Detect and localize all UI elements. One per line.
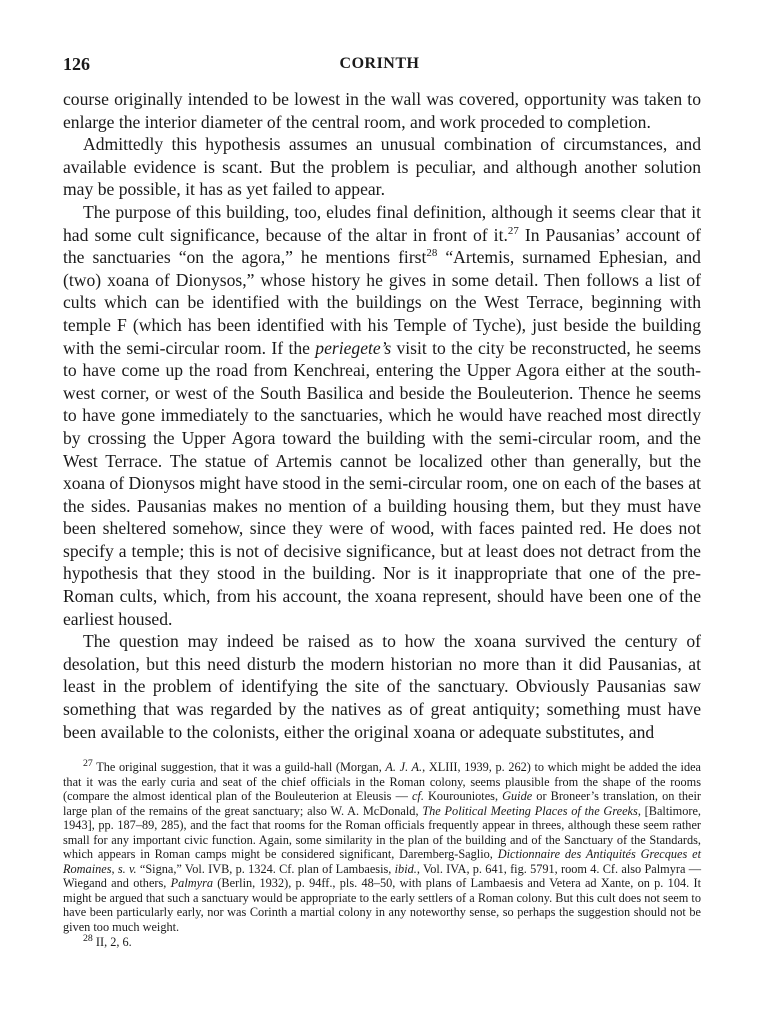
running-title: CORINTH — [339, 55, 420, 72]
footnote-27-italic: Guide — [502, 789, 533, 804]
footnote-27-italic: s. v. — [117, 861, 137, 876]
footnote-28-text: II, 2, 6. — [92, 934, 132, 949]
footnote-27-text: , [Baltimore, 1943], pp. 187–89, 285), and the fact that rooms for the Roman officials frequently appear in threes, although these seem rather small for any important civic function. Again, some similarity in the plan of the building and of the Sanctuary of the Standards, which appears in Roman camps might be considered significant, Daremberg-Saglio, — [63, 803, 702, 862]
footnote-ref-28: 28 — [426, 247, 438, 260]
footnote-27 — [63, 757, 702, 935]
main-text — [63, 88, 701, 743]
footnote-27-text: Kourouniotes, — [423, 789, 503, 804]
footnote-27-italic: cf. — [411, 789, 424, 804]
paragraph-1: course originally intended to be lowest in the wall was covered, opportunity was taken to enlarge the interior diameter of the central room, and work proceded to completion. — [63, 89, 701, 132]
footnote-28-marker: 28 — [83, 932, 93, 944]
paragraph-3-part-b: In Pausanias’ account of the sanctuaries “on the agora,” he mentions first — [63, 224, 701, 268]
paragraph-3 — [63, 201, 701, 630]
footnote-27-marker: 27 — [83, 757, 93, 769]
footnote-28 — [63, 932, 701, 950]
paragraph-2: Admittedly this hypothesis assumes an unusual combination of circumstances, and available evidence is scant. But the problem is peculiar, and although another solution may be possible, it has as yet failed to appear. — [63, 134, 701, 200]
footnote-27-text: “Signa,” Vol. IVB, p. 1324. Cf. plan of Lambaesis, — [136, 861, 395, 876]
paragraph-3-italic-periegete: periegete’s — [315, 337, 392, 358]
footnote-27-italic: Dictionnaire des Antiquités Grecques et Romaines — [63, 847, 701, 876]
footnote-27-text: , — [111, 861, 118, 876]
footnote-27-text: , Vol. IVA, p. 641, fig. 5791, room 4. Cf. also Palmyra — Wiegand and others, — [63, 861, 701, 891]
footnote-27-italic: A. J. A. — [385, 760, 423, 774]
footnote-27-italic: The Political Meeting Places of the Greeks — [422, 803, 638, 818]
footnote-27-text: (Berlin, 1932), p. 94ff., pls. 48–50, with plans of Lambaesis and Vetera ad Xante, on p. 104. It might be argued that such a sanctuary would be appropriate to the early settlers of a Roman colony. But this cult does not seem to have been particularly early, nor was Corinth a martial colony in any noteworthy sense, so perhaps the suggestion should not be given too much weight. — [63, 876, 701, 935]
paragraph-3-part-a: The purpose of this building, too, eludes final definition, although it seems clear that it had some cult significance, because of the altar in front of it. — [63, 201, 701, 245]
footnote-27-italic: ibid. — [394, 861, 417, 876]
footnotes — [63, 757, 702, 949]
footnote-ref-27: 27 — [507, 224, 519, 237]
page-number: 126 — [63, 54, 90, 74]
paragraph-4: The question may indeed be raised as to how the xoana survived the century of desolation, but this need disturb the modern historian no more than it did Pausanias, at least in the problem of identifying the site of the sanctuary. Obviously Pausanias saw something that was regarded by the natives as of great antiquity; something must have been available to the colonists, either the original xoana or adequate substitutes, and — [63, 631, 701, 742]
footnote-27-text: or Broneer’s translation, on their large plan of the remains of the great sanctuary; also W. A. McDonald, — [63, 789, 701, 818]
page-header — [63, 54, 696, 78]
paragraph-3-part-c: “Artemis, surnamed Ephesian, and (two) xoana of Dionysos,” whose history he gives in some detail. Then follows a list of cults which can be identified with the buildings on the West Terrace, beginning with temple F (which has been identified with his Temple of Tyche), just beside the building with the semi-circular room. If the — [63, 247, 701, 358]
footnote-27-text: The original suggestion, that it was a guild-hall (Morgan, — [92, 760, 386, 774]
paragraph-3-part-e: visit to the city be reconstructed, he seems to have come up the road from Kenchreai, entering the Upper Agora either at the south-west corner, or west of the South Basilica and beside the Bouleuterion. Thence he seems to have gone immediately to the sanctuaries, which he would have reached most directly by crossing the Upper Agora toward the building with the semi-circular room, and the West Terrace. The statue of Artemis cannot be localized other than generally, but the xoana of Dionysos might have stood in the semi-circular room, one on each of the bases at the sides. Pausanias makes no mention of a building housing them, but they must have been sheltered somehow, since they were of wood, with faces painted red. He does not specify a temple; this is not of decisive significance, but at least does not detract from the hypothesis that they stood in the building. Nor is it inappropriate that one of the pre-Roman cults, which, from his account, the xoana represent, should have been one of the earliest housed. — [63, 337, 702, 629]
footnote-27-italic: Palmyra — [170, 876, 214, 891]
footnote-27-text: , XLIII, 1939, p. 262) to which might be added the idea that it was the early curia and seat of the chief officials in the Roman colony, seems plausible from the shape of the rooms (compare the almost identical plan of the Bouleuterion at Eleusis — — [63, 760, 702, 804]
